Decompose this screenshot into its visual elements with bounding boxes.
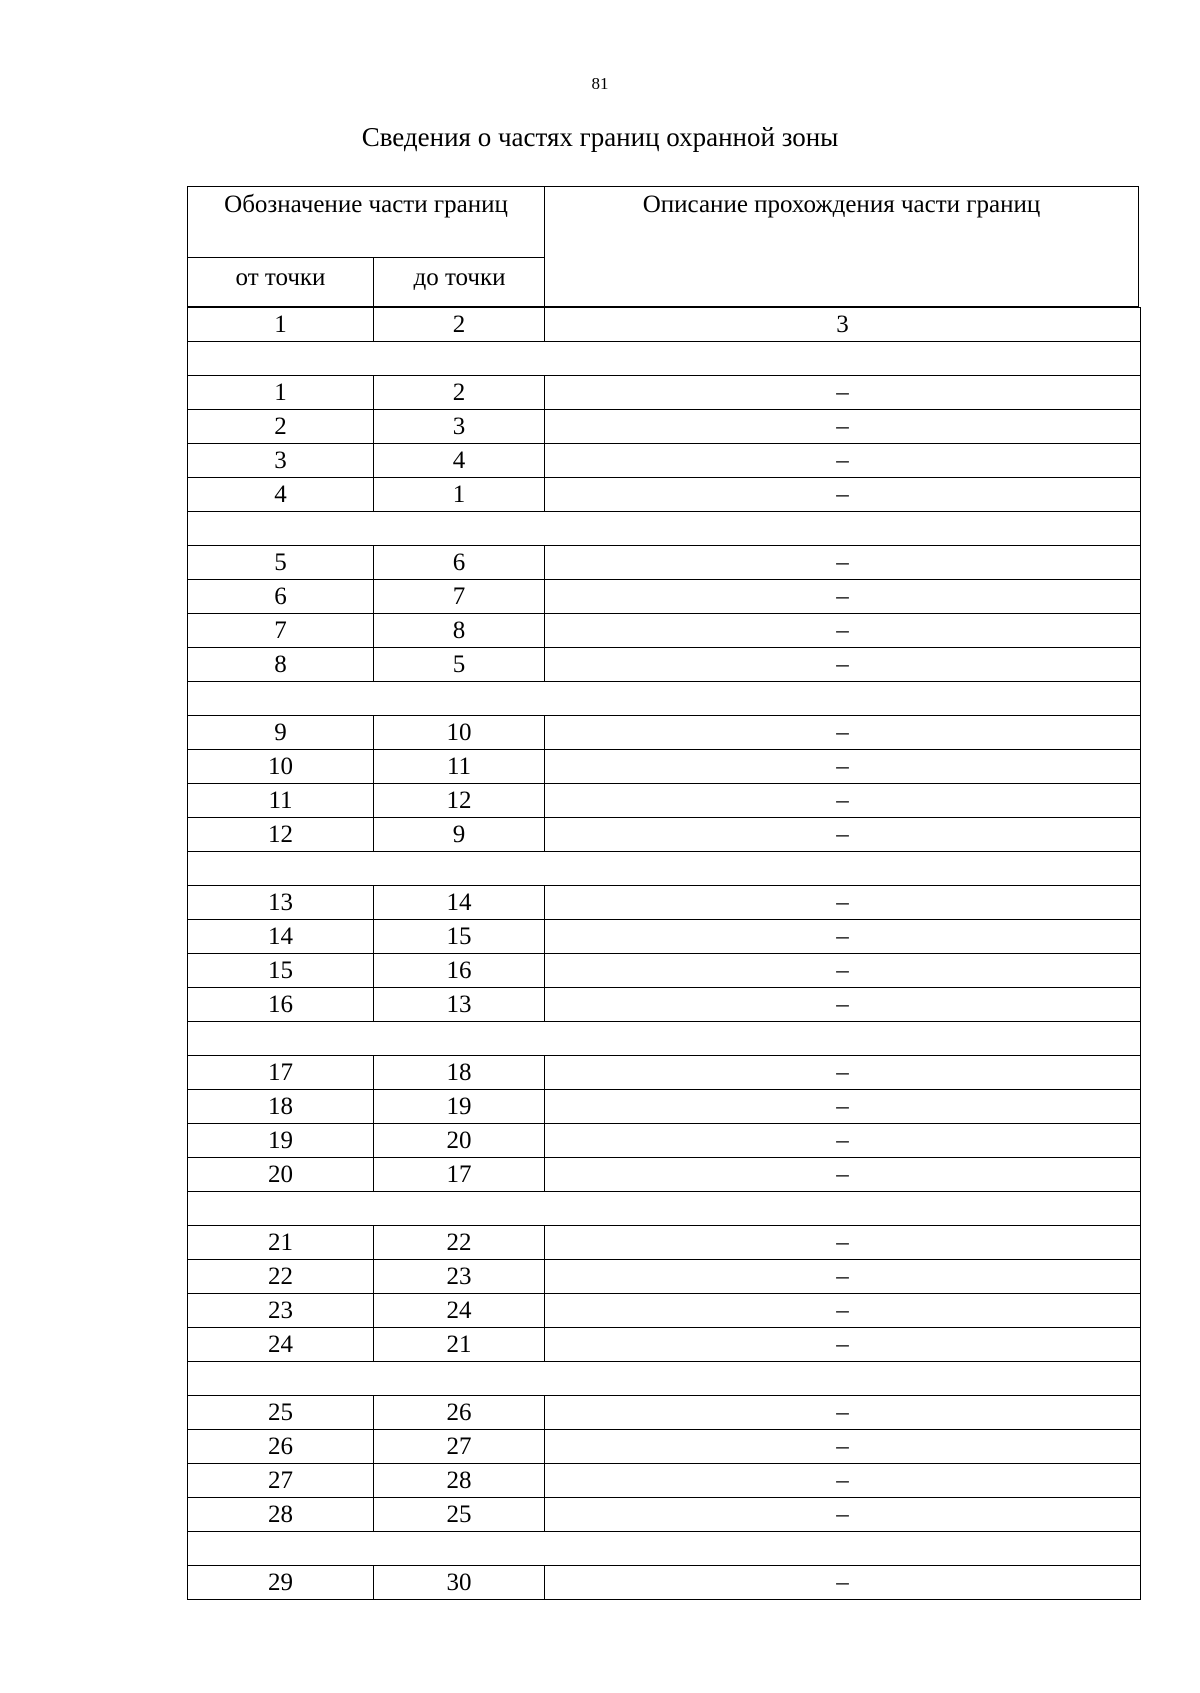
table-row <box>187 750 1141 784</box>
to-point-cell: 16 <box>374 954 545 987</box>
description-cell: – <box>836 1569 849 1596</box>
description-cell: – <box>836 1059 849 1086</box>
description-cell: – <box>836 583 849 610</box>
table-separator-row <box>187 682 1141 716</box>
description-cell: – <box>836 413 849 440</box>
description-cell: – <box>836 651 849 678</box>
description-cell: – <box>836 1297 849 1324</box>
description-cell: – <box>836 923 849 950</box>
description-cell: – <box>836 1161 849 1188</box>
from-point-cell: 1 <box>188 376 374 409</box>
header-boundary-part <box>188 187 545 306</box>
table-row <box>187 1566 1141 1600</box>
table-row <box>187 1328 1141 1362</box>
description-cell <box>545 512 1140 545</box>
description-cell: – <box>836 549 849 576</box>
description-cell <box>545 1532 1140 1565</box>
table-row <box>187 886 1141 920</box>
table-row <box>187 614 1141 648</box>
description-cell: – <box>836 1127 849 1154</box>
from-point-cell: 9 <box>188 716 374 749</box>
table-separator-row <box>187 1362 1141 1396</box>
to-point-cell: 30 <box>374 1566 545 1599</box>
description-cell: – <box>836 1331 849 1358</box>
description-cell: – <box>836 787 849 814</box>
table-row <box>187 1090 1141 1124</box>
column-number: 3 <box>836 311 849 338</box>
table-separator-row <box>187 1532 1141 1566</box>
header-description: Описание прохождения части границ <box>642 191 1041 218</box>
table-row <box>187 1430 1141 1464</box>
from-point-cell: 8 <box>188 648 374 681</box>
to-point-cell <box>374 1362 545 1395</box>
description-cell: – <box>836 753 849 780</box>
table-row <box>187 818 1141 852</box>
from-point-cell: 2 <box>188 410 374 443</box>
from-point-cell: 12 <box>188 818 374 851</box>
to-point-cell <box>374 1532 545 1565</box>
description-cell: – <box>836 447 849 474</box>
description-cell: – <box>836 481 849 508</box>
from-point-cell: 23 <box>188 1294 374 1327</box>
to-point-cell: 15 <box>374 920 545 953</box>
description-cell: – <box>836 1399 849 1426</box>
to-point-cell: 20 <box>374 1124 545 1157</box>
from-point-cell: 13 <box>188 886 374 919</box>
table-header <box>187 186 1139 307</box>
description-cell: – <box>836 1229 849 1256</box>
table-body <box>187 307 1141 1600</box>
to-point-cell: 2 <box>374 376 545 409</box>
from-point-cell: 11 <box>188 784 374 817</box>
to-point-cell: 14 <box>374 886 545 919</box>
table-separator-row <box>187 512 1141 546</box>
table-row <box>187 988 1141 1022</box>
table-row <box>187 546 1141 580</box>
to-point-cell <box>374 852 545 885</box>
from-point-cell: 14 <box>188 920 374 953</box>
from-point-cell: 19 <box>188 1124 374 1157</box>
description-cell <box>545 682 1140 715</box>
to-point-cell: 19 <box>374 1090 545 1123</box>
to-point-cell: 12 <box>374 784 545 817</box>
to-point-cell <box>374 512 545 545</box>
table-row <box>187 784 1141 818</box>
to-point-cell: 9 <box>374 818 545 851</box>
to-point-cell: 5 <box>374 648 545 681</box>
description-cell: – <box>836 1433 849 1460</box>
from-point-cell: 10 <box>188 750 374 783</box>
description-cell: – <box>836 821 849 848</box>
description-cell: – <box>836 889 849 916</box>
to-point-cell: 11 <box>374 750 545 783</box>
from-point-cell: 4 <box>188 478 374 511</box>
description-cell: – <box>836 1467 849 1494</box>
to-point-cell: 23 <box>374 1260 545 1293</box>
from-point-cell <box>188 1362 374 1395</box>
table-row <box>187 954 1141 988</box>
description-cell: – <box>836 1501 849 1528</box>
table-row <box>187 1396 1141 1430</box>
to-point-cell <box>374 1192 545 1225</box>
table-row <box>187 716 1141 750</box>
table-row <box>187 580 1141 614</box>
description-cell <box>545 1192 1140 1225</box>
description-cell <box>545 1362 1140 1395</box>
description-cell <box>545 342 1140 375</box>
to-point-cell: 3 <box>374 410 545 443</box>
table-row <box>187 648 1141 682</box>
description-cell: – <box>836 379 849 406</box>
description-cell <box>545 852 1140 885</box>
table-row <box>187 1124 1141 1158</box>
table-row <box>187 1260 1141 1294</box>
description-cell: – <box>836 991 849 1018</box>
to-point-cell: 1 <box>374 478 545 511</box>
description-cell: – <box>836 719 849 746</box>
description-cell: – <box>836 1093 849 1120</box>
header-from-point: от точки <box>188 258 374 307</box>
table-row <box>187 1294 1141 1328</box>
from-point-cell <box>188 1532 374 1565</box>
page-title: Сведения о частях границ охранной зоны <box>361 122 839 152</box>
from-point-cell <box>188 852 374 885</box>
to-point-cell: 24 <box>374 1294 545 1327</box>
from-point-cell: 28 <box>188 1498 374 1531</box>
from-point-cell <box>188 512 374 545</box>
description-cell: – <box>836 1263 849 1290</box>
from-point-cell: 6 <box>188 580 374 613</box>
from-point-cell: 21 <box>188 1226 374 1259</box>
to-point-cell: 6 <box>374 546 545 579</box>
table-separator-row <box>187 852 1141 886</box>
to-point-cell <box>374 342 545 375</box>
to-point-cell: 13 <box>374 988 545 1021</box>
table-row <box>187 1226 1141 1260</box>
column-numbers-row <box>187 307 1141 342</box>
header-to-point: до точки <box>413 264 506 291</box>
table-separator-row <box>187 1022 1141 1056</box>
to-point-cell: 22 <box>374 1226 545 1259</box>
table-row <box>187 444 1141 478</box>
from-point-cell: 5 <box>188 546 374 579</box>
table-row <box>187 1056 1141 1090</box>
to-point-cell: 25 <box>374 1498 545 1531</box>
to-point-cell <box>374 1022 545 1055</box>
to-point-cell: 21 <box>374 1328 545 1361</box>
to-point-cell: 28 <box>374 1464 545 1497</box>
from-point-cell <box>188 1192 374 1225</box>
from-point-cell: 29 <box>188 1566 374 1599</box>
from-point-cell: 26 <box>188 1430 374 1463</box>
to-point-cell: 26 <box>374 1396 545 1429</box>
to-point-cell: 8 <box>374 614 545 647</box>
description-cell: – <box>836 957 849 984</box>
to-point-cell <box>374 682 545 715</box>
page-number: 81 <box>591 74 609 93</box>
from-point-cell: 16 <box>188 988 374 1021</box>
table-separator-row <box>187 1192 1141 1226</box>
table-separator-row <box>187 342 1141 376</box>
table-row <box>187 920 1141 954</box>
from-point-cell: 7 <box>188 614 374 647</box>
to-point-cell: 27 <box>374 1430 545 1463</box>
from-point-cell: 27 <box>188 1464 374 1497</box>
table-row <box>187 376 1141 410</box>
header-boundary-group: Обозначение части границ <box>188 187 544 258</box>
description-cell: – <box>836 617 849 644</box>
table-row <box>187 1158 1141 1192</box>
from-point-cell: 25 <box>188 1396 374 1429</box>
table-row <box>187 478 1141 512</box>
from-point-cell: 24 <box>188 1328 374 1361</box>
to-point-cell: 4 <box>374 444 545 477</box>
column-number: 1 <box>188 308 374 341</box>
from-point-cell <box>188 682 374 715</box>
table-row <box>187 410 1141 444</box>
to-point-cell: 10 <box>374 716 545 749</box>
from-point-cell: 3 <box>188 444 374 477</box>
table-row <box>187 1498 1141 1532</box>
table-row <box>187 1464 1141 1498</box>
column-number: 2 <box>374 308 545 341</box>
from-point-cell: 18 <box>188 1090 374 1123</box>
from-point-cell: 22 <box>188 1260 374 1293</box>
from-point-cell <box>188 1022 374 1055</box>
description-cell <box>545 1022 1140 1055</box>
from-point-cell <box>188 342 374 375</box>
to-point-cell: 17 <box>374 1158 545 1191</box>
from-point-cell: 17 <box>188 1056 374 1089</box>
from-point-cell: 15 <box>188 954 374 987</box>
to-point-cell: 7 <box>374 580 545 613</box>
to-point-cell: 18 <box>374 1056 545 1089</box>
from-point-cell: 20 <box>188 1158 374 1191</box>
